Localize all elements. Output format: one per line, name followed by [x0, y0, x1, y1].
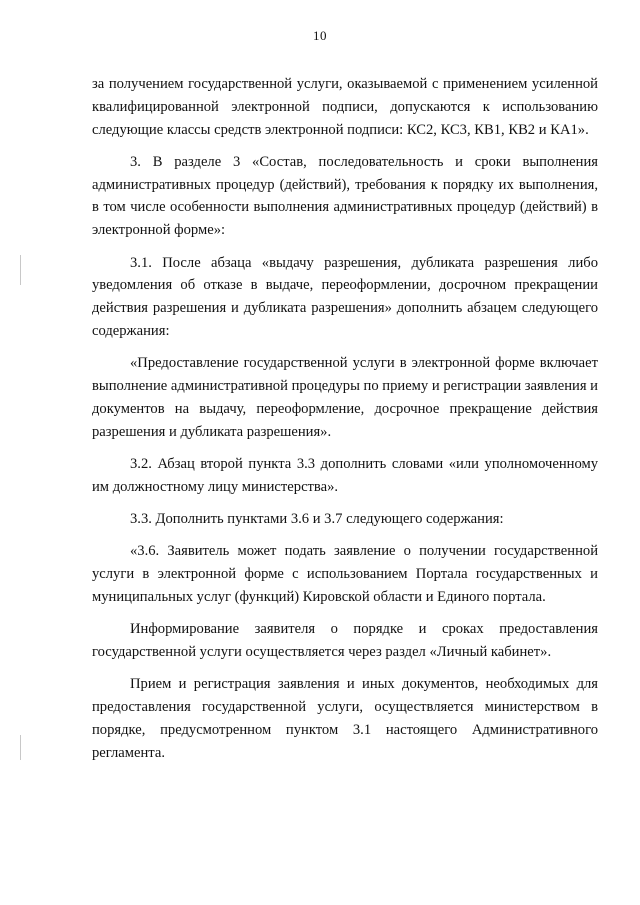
- paragraph: «Предоставление государственной услуги в электронной форме включает выполнение административной процедуры по приему и регистрации заявления и документов на выдачу, переоформление, досрочное прекращение действия разрешения и дубликата разрешения».: [92, 355, 598, 440]
- paragraph: «3.6. Заявитель может подать заявление о получении государственной услуги в электронной форме с использованием Портала государственных и муниципальных услуг (функций) Кировской области и Единого портала.: [92, 543, 598, 605]
- scan-margin-mark: [20, 255, 21, 285]
- scan-margin-mark: [20, 735, 21, 760]
- paragraph: 3. В разделе 3 «Состав, последовательность и сроки выполнения административных процедур (действий), требования к порядку их выполнения, в том числе особенности выполнения административных процедур (действий) в электронной форме»:: [92, 153, 598, 239]
- paragraph: Прием и регистрация заявления и иных документов, необходимых для предоставления государственной услуги, осуществляется министерством в порядке, предусмотренном пунктом 3.1 настоящего Административного регламента.: [92, 676, 598, 761]
- page-number: 10: [313, 28, 327, 43]
- paragraph: 3.1. После абзаца «выдачу разрешения, дубликата разрешения либо уведомления об отказе в выдаче, переоформлении, досрочном прекращении действия разрешения и дубликата разрешения» дополнить абзацем следующего содержания:: [92, 254, 598, 339]
- paragraph: Информирование заявителя о порядке и сроках предоставления государственной услуги осуществляется через раздел «Личный кабинет».: [92, 621, 598, 661]
- document-body: [92, 73, 598, 774]
- paragraph: за получением государственной услуги, оказываемой с применением усиленной квалифицированной электронной подписи, допускаются к использованию следующие классы средств электронной подписи: КС2, КС3, КВ1, КВ2 и КА1».: [92, 76, 598, 138]
- paragraph: 3.2. Абзац второй пункта 3.3 дополнить словами «или уполномоченному им должностному лицу министерства».: [92, 455, 598, 495]
- paragraph: 3.3. Дополнить пунктами 3.6 и 3.7 следующего содержания:: [130, 511, 504, 528]
